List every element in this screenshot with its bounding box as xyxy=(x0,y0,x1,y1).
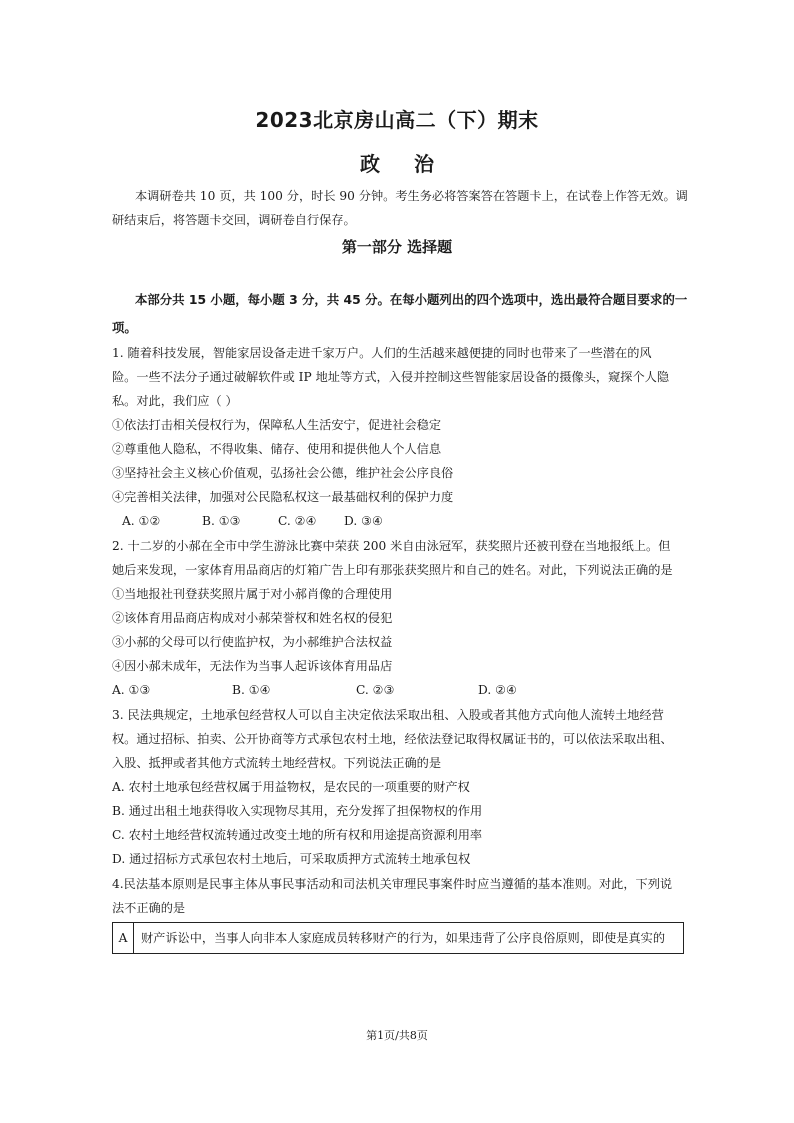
section-instructions-1: 本部分共 15 小题，每小题 3 分，共 45 分。在每小题列出的四个选项中，选出最符合题目要求的一 xyxy=(135,292,688,307)
q1-option-d[interactable]: D. ③④ xyxy=(344,514,383,528)
q2-item-3: ③小郝的父母可以行使监护权，为小郝维护合法权益 xyxy=(112,635,393,649)
q4-stem-line-1: 4.民法基本原则是民事主体从事民事活动和司法机关审理民事案件时应当遵循的基本准则。对此，下列说 xyxy=(112,877,673,891)
intro-line-1: 本调研卷共 10 页，共 100 分，时长 90 分钟。考生务必将答案答在答题卡上，在试卷上作答无效。调 xyxy=(135,189,688,203)
q3-stem-line-3: 入股、抵押或者其他方式流转土地经营权。下列说法正确的是 xyxy=(112,756,442,770)
section-title: 第一部分 选择题 xyxy=(341,238,453,256)
q1-stem-line-3: 私。对此，我们应（ ） xyxy=(112,394,238,408)
q2-stem-line-1: 2. 十二岁的小郝在全市中学生游泳比赛中荣获 200 米自由泳冠军，获奖照片还被刊登在当地报纸上。但 xyxy=(112,539,671,553)
q1-item-2: ②尊重他人隐私，不得收集、储存、使用和提供他人个人信息 xyxy=(112,442,442,456)
section-instructions-2: 项。 xyxy=(112,320,137,335)
page-number: 第1页/共8页 xyxy=(366,1029,428,1042)
q3-option-a[interactable]: A. 农村土地承包经营权属于用益物权，是农民的一项重要的财产权 xyxy=(112,780,470,794)
q1-item-3: ③坚持社会主义核心价值观，弘扬社会公德，维护社会公序良俗 xyxy=(112,466,454,480)
q1-option-c[interactable]: C. ②④ xyxy=(278,514,317,528)
q3-option-b[interactable]: B. 通过出租土地获得收入实现物尽其用，充分发挥了担保物权的作用 xyxy=(112,804,483,818)
q4-table-label[interactable]: A xyxy=(113,923,134,953)
q4-stem-line-2: 法不正确的是 xyxy=(112,901,186,915)
subject-title: 政治 xyxy=(360,152,468,176)
q2-stem-line-2: 她后来发现，一家体育用品商店的灯箱广告上印有那张获奖照片和自己的姓名。对此，下列说法正确的是 xyxy=(112,563,673,577)
q1-option-a[interactable]: A. ①② xyxy=(122,514,161,528)
q2-option-c[interactable]: C. ②③ xyxy=(356,683,395,697)
q3-option-c[interactable]: C. 农村土地经营权流转通过改变土地的所有权和用途提高资源利用率 xyxy=(112,828,483,842)
q2-option-d[interactable]: D. ②④ xyxy=(478,683,517,697)
q4-option-table xyxy=(112,922,684,954)
q1-stem-line-2: 险。一些不法分子通过破解软件或 IP 地址等方式，入侵并控制这些智能家居设备的摄像头，窥探个人隐 xyxy=(112,370,670,384)
q3-stem-line-1: 3. 民法典规定，土地承包经营权人可以自主决定依法采取出租、入股或者其他方式向他人流转土地经营 xyxy=(112,708,664,722)
q3-option-d[interactable]: D. 通过招标方式承包农村土地后，可采取质押方式流转土地承包权 xyxy=(112,852,471,866)
exam-title: 2023北京房山高二（下）期末 xyxy=(255,108,539,132)
q2-item-2: ②该体育用品商店构成对小郝荣誉权和姓名权的侵犯 xyxy=(112,611,393,625)
q1-option-b[interactable]: B. ①③ xyxy=(202,514,241,528)
q4-table-text: 财产诉讼中，当事人向非本人家庭成员转移财产的行为，如果违背了公序良俗原则，即使是真实的 xyxy=(141,931,666,945)
q2-option-a[interactable]: A. ①③ xyxy=(112,683,151,697)
q1-stem-line-1: 1. 随着科技发展，智能家居设备走进千家万户。人们的生活越来越便捷的同时也带来了一些潜在的风 xyxy=(112,346,652,360)
q3-stem-line-2: 权。通过招标、拍卖、公开协商等方式承包农村土地，经依法登记取得权属证书的，可以依法采取出租、 xyxy=(112,732,673,746)
intro-line-2: 研结束后，将答题卡交回，调研卷自行保存。 xyxy=(112,213,356,227)
q2-item-1: ①当地报社刊登获奖照片属于对小郝肖像的合理使用 xyxy=(112,587,393,601)
q2-item-4: ④因小郝未成年，无法作为当事人起诉该体育用品店 xyxy=(112,659,393,673)
q1-item-1: ①依法打击相关侵权行为，保障私人生活安宁，促进社会稳定 xyxy=(112,418,442,432)
q1-item-4: ④完善相关法律，加强对公民隐私权这一最基础权利的保护力度 xyxy=(112,490,454,504)
q2-option-b[interactable]: B. ①④ xyxy=(232,683,271,697)
